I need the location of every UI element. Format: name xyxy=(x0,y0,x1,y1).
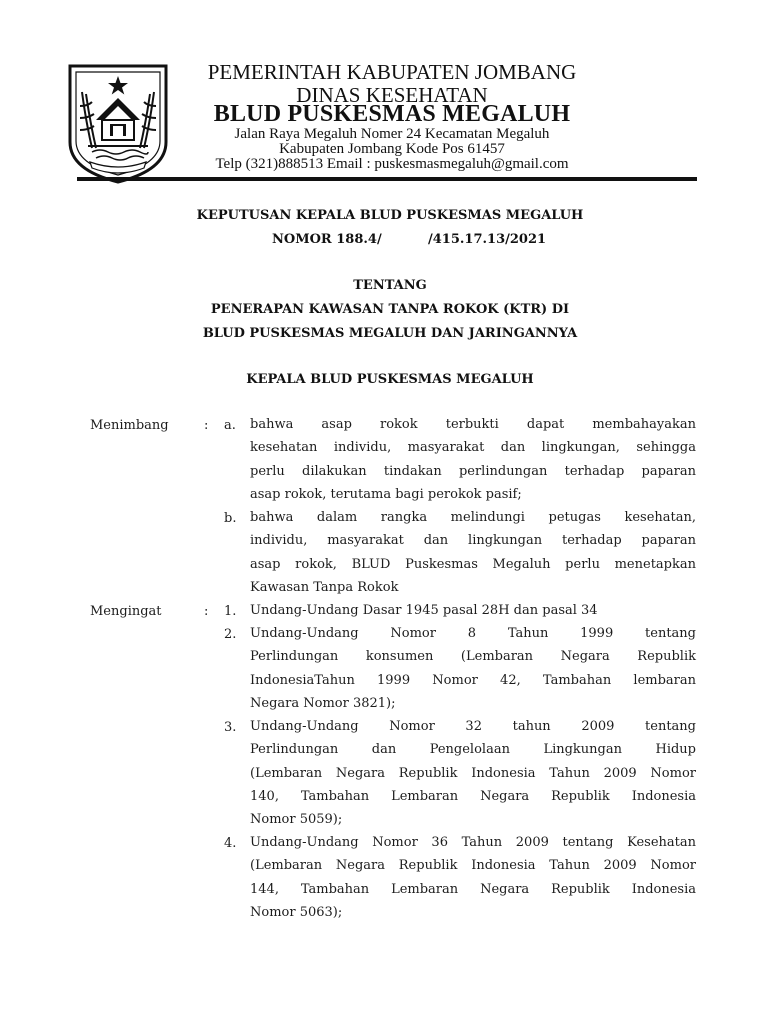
mengingat-item-marker: 1. xyxy=(224,604,237,619)
kabupaten-jombang-logo xyxy=(66,62,170,184)
menimbang-item-b xyxy=(250,506,696,599)
text-line: Perlindungan konsumen (Lembaran Negara Republik xyxy=(250,649,696,665)
letterhead-address: Jalan Raya Megaluh Nomer 24 Kecamatan Megaluh xyxy=(234,126,550,142)
mengingat-item-4 xyxy=(250,831,696,924)
text-line: Nomor 5059); xyxy=(250,812,343,828)
letterhead-divider xyxy=(77,177,697,181)
text-line: asap rokok, BLUD Puskesmas Megaluh perlu menetapkan xyxy=(250,556,696,572)
letterhead-department: DINAS KESEHATAN xyxy=(296,83,488,107)
text-line: Undang-Undang Nomor 32 tahun 2009 tentang xyxy=(250,719,696,734)
menimbang-label: Menimbang xyxy=(90,418,169,433)
letterhead-institution: BLUD PUSKESMAS MEGALUH xyxy=(213,101,571,127)
text-line: asap rokok, terutama bagi perokok pasif; xyxy=(250,486,522,502)
text-line: 140, Tambahan Lembaran Negara Republik Indonesia xyxy=(250,788,696,804)
text-line: perlu dilakukan tindakan perlindungan terhadap paparan xyxy=(250,463,696,479)
text-line: Kawasan Tanpa Rokok xyxy=(250,579,399,595)
mengingat-item-1 xyxy=(250,599,696,622)
menimbang-item-marker: a. xyxy=(224,418,236,433)
text-line: Undang-Undang Nomor 8 Tahun 1999 tentang xyxy=(250,626,696,641)
decree-number-code: /415.17.13/2021 xyxy=(428,232,547,247)
text-line: bahwa asap rokok terbukti dapat membahayakan xyxy=(250,417,696,432)
letterhead-government: PEMERINTAH KABUPATEN JOMBANG xyxy=(207,60,577,84)
text-line: (Lembaran Negara Republik Indonesia Tahun 2009 Nomor xyxy=(250,765,696,781)
menimbang-item-marker: b. xyxy=(224,511,237,526)
text-line: Perlindungan dan Pengelolaan Lingkungan Hidup xyxy=(250,742,696,758)
mengingat-item-3 xyxy=(250,715,696,831)
decree-issuer: KEPALA BLUD PUSKESMAS MEGALUH xyxy=(246,372,534,387)
text-line: (Lembaran Negara Republik Indonesia Tahun 2009 Nomor xyxy=(250,858,696,874)
decree-subject-line2: BLUD PUSKESMAS MEGALUH DAN JARINGANNYA xyxy=(202,326,578,341)
text-line: Nomor 5063); xyxy=(250,904,343,920)
text-line: kesehatan individu, masyarakat dan lingkungan, sehingga xyxy=(250,440,696,456)
letterhead-contact: Telp (321)888513 Email : puskesmasmegaluh@gmail.com xyxy=(215,156,569,172)
mengingat-label: Mengingat xyxy=(90,604,162,619)
mengingat-item-marker: 3. xyxy=(224,720,237,735)
decree-number-label: NOMOR 188.4/ xyxy=(272,232,382,247)
text-line: IndonesiaTahun 1999 Nomor 42, Tambahan lembaran xyxy=(250,672,696,688)
mengingat-colon: : xyxy=(204,604,209,619)
text-line: 144, Tambahan Lembaran Negara Republik Indonesia xyxy=(250,881,696,897)
menimbang-colon: : xyxy=(204,418,209,433)
text-line: Negara Nomor 3821); xyxy=(250,695,396,711)
mengingat-item-2 xyxy=(250,622,696,715)
letterhead-postal: Kabupaten Jombang Kode Pos 61457 xyxy=(279,141,505,157)
text-line: bahwa dalam rangka melindungi petugas kesehatan, xyxy=(250,510,696,525)
decree-title: KEPUTUSAN KEPALA BLUD PUSKESMAS MEGALUH xyxy=(196,208,584,223)
mengingat-item-marker: 4. xyxy=(224,836,237,851)
decree-subject-line1: PENERAPAN KAWASAN TANPA ROKOK (KTR) DI xyxy=(210,302,570,317)
decree-tentang: TENTANG xyxy=(353,278,427,293)
text-line: Undang-Undang Dasar 1945 pasal 28H dan pasal 34 xyxy=(250,603,598,618)
text-line: individu, masyarakat dan lingkungan terhadap paparan xyxy=(250,533,696,549)
menimbang-item-a xyxy=(250,413,696,506)
text-line: Undang-Undang Nomor 36 Tahun 2009 tentang Kesehatan xyxy=(250,835,696,850)
mengingat-item-marker: 2. xyxy=(224,627,237,642)
